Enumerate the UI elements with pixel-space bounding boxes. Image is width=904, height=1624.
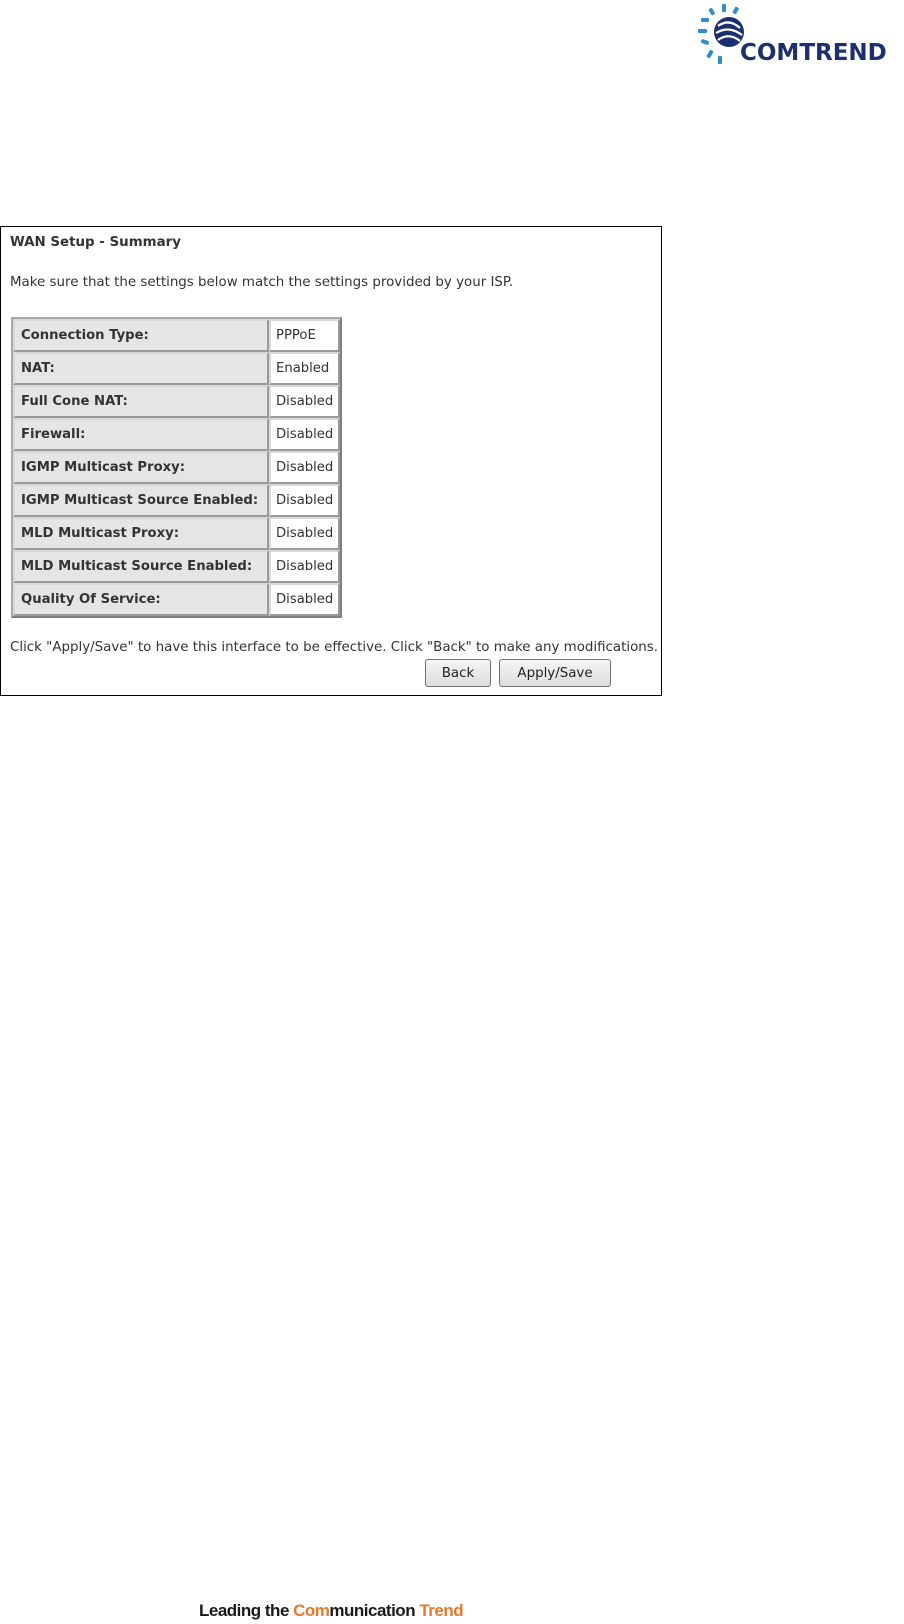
setting-label: IGMP Multicast Proxy: [13,451,269,484]
table-row [13,517,340,550]
setting-label: NAT: [13,352,269,385]
setting-label: MLD Multicast Proxy: [13,517,269,550]
setting-value: Disabled [269,583,340,616]
table-row [13,451,340,484]
back-button[interactable]: Back [425,659,491,687]
instruction-text: Click "Apply/Save" to have this interface to be effective. Click "Back" to make any modifications. [10,640,658,655]
setting-value: Disabled [269,385,340,418]
setting-value: Disabled [269,517,340,550]
setting-label: Full Cone NAT: [13,385,269,418]
setting-value: PPPoE [269,319,340,352]
table-row [13,319,340,352]
setting-value: Disabled [269,451,340,484]
summary-table [11,317,342,618]
tagline-part: munication [329,1601,420,1620]
table-row [13,484,340,517]
tagline-part: Com [293,1601,330,1620]
table-row [13,385,340,418]
page-title: WAN Setup - Summary [10,235,181,250]
tagline-part: Leading the [199,1601,294,1620]
tagline-part: Trend [419,1601,464,1620]
setting-label: Connection Type: [13,319,269,352]
setting-value: Disabled [269,550,340,583]
logo-wordmark: COMTREND [740,40,887,66]
table-row [13,550,340,583]
table-row [13,352,340,385]
intro-text: Make sure that the settings below match the settings provided by your ISP. [10,275,514,290]
setting-value: Enabled [269,352,340,385]
setting-label: Firewall: [13,418,269,451]
setting-label: IGMP Multicast Source Enabled: [13,484,269,517]
setting-label: Quality Of Service: [13,583,269,616]
table-row [13,583,340,616]
table-row [13,418,340,451]
setting-label: MLD Multicast Source Enabled: [13,550,269,583]
setting-value: Disabled [269,484,340,517]
wan-summary-panel [0,226,662,696]
apply-save-button[interactable]: Apply/Save [499,659,611,687]
footer-tagline [199,1601,463,1621]
comtrend-logo [696,4,904,66]
setting-value: Disabled [269,418,340,451]
